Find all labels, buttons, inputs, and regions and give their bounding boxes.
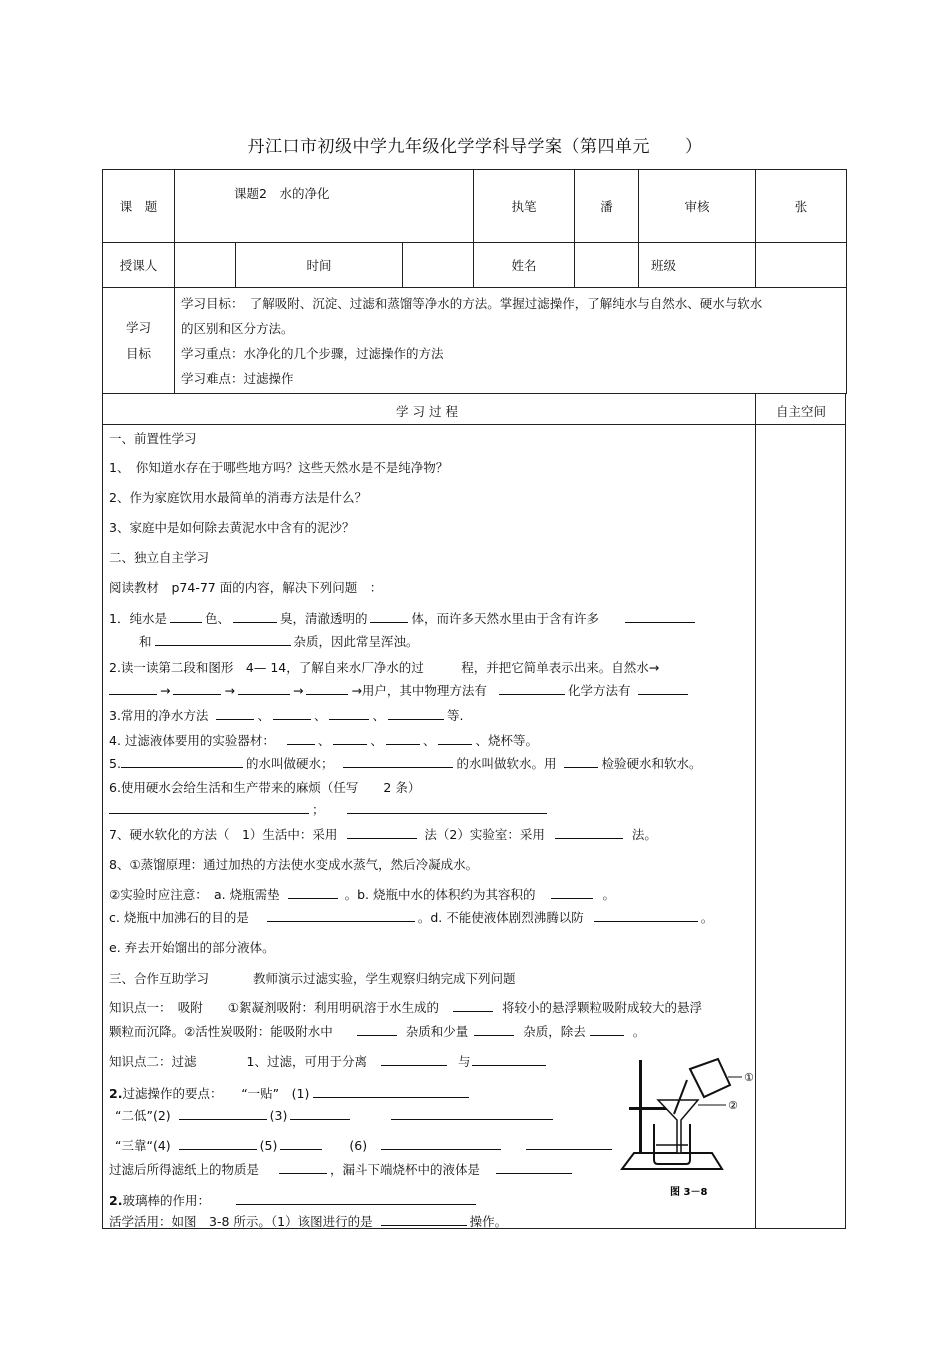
sep-4: 、 [317, 733, 331, 748]
process-heading: 学习过程 [395, 404, 462, 419]
blank[interactable] [381, 1138, 501, 1150]
goal-2: 学习重点：水净化的几个步骤，过滤操作的方法 [181, 346, 444, 361]
question-2: 2、作为家庭饮用水最简单的消毒方法是什么？ [109, 490, 367, 505]
header-table [102, 169, 847, 394]
knowledge-2-text-b: 与 [457, 1054, 471, 1069]
section-1-title: 一、前置性学习 [109, 431, 197, 446]
item-2-line-2 [109, 681, 691, 699]
class-label: 班级 [639, 243, 756, 288]
question-3: 3、家庭中是如何除去黄泥水中含有的泥沙？ [109, 520, 355, 535]
item-1-text-a: 1．纯水是 [109, 611, 167, 626]
blank[interactable] [388, 708, 444, 720]
name-value [575, 243, 639, 288]
section-3-title [109, 969, 516, 987]
item-2-text-c: 化学方法有 [567, 683, 631, 698]
item-8-note-cd [109, 908, 713, 926]
review-label: 审核 [639, 170, 756, 243]
filter-result-text-a: 过滤后所得滤纸上的物质是 [109, 1162, 260, 1177]
item-5-text-d: 检验硬水和软水。 [601, 756, 702, 771]
item-6-semicolon: ； [312, 802, 325, 817]
blank[interactable] [594, 910, 698, 922]
item-3-text-a: 3.常用的净水方法 [109, 708, 209, 723]
blank[interactable] [381, 1214, 467, 1226]
blank[interactable] [347, 827, 417, 839]
item-7-text-a: 7、硬水软化的方法（ 1）生活中：采用 [109, 827, 338, 842]
item-5-text-b: 的水叫做硬水； [245, 756, 334, 771]
blank[interactable] [238, 683, 290, 695]
blank[interactable] [280, 1138, 322, 1150]
figure-label-2: ② [728, 1099, 738, 1112]
filter-points-text: 过滤操作的要点： “一贴” (1) [122, 1086, 310, 1101]
item-8-text-a: ②实验时应注意： a. 烧瓶需垫 [109, 887, 280, 902]
blank[interactable] [333, 733, 367, 745]
item-4-text-b: 、烧杯等。 [475, 733, 538, 748]
item-1-line-2 [139, 632, 419, 650]
knowledge-1-text-c: 颗粒而沉降。②活性炭吸附：能吸附水中 [109, 1024, 333, 1039]
blank[interactable] [216, 708, 254, 720]
filter-points-line-3 [115, 1136, 615, 1154]
item-8-text-b-end: 。 [602, 887, 615, 902]
sep-6: 、 [422, 733, 436, 748]
item-1-text-b: 色、 [204, 611, 230, 626]
filter-point-6: (6) [349, 1138, 368, 1153]
item-4 [109, 731, 538, 749]
blank[interactable] [526, 1138, 612, 1150]
knowledge-2-text-a: 知识点二：过滤 1、过滤，可用于分离 [109, 1054, 367, 1069]
blank[interactable] [109, 802, 309, 814]
item-8-text-d: 。d. 不能使液体剧烈沸腾以防 [417, 910, 584, 925]
item-8-text-d-end: 。 [700, 910, 714, 925]
blank[interactable] [453, 1000, 493, 1012]
blank[interactable] [381, 1054, 447, 1066]
blank[interactable] [273, 708, 311, 720]
item-2-text-b: →用户，其中物理方法有 [351, 683, 487, 698]
filter-points-number: 2. [109, 1086, 123, 1101]
author-label: 执笔 [474, 170, 575, 243]
review-value: 张 [756, 170, 847, 243]
teacher-label: 授课人 [103, 243, 175, 288]
item-3-text-b: 等. [446, 708, 464, 723]
blank[interactable] [179, 1108, 267, 1120]
filter-result [109, 1160, 575, 1178]
blank[interactable] [474, 1024, 514, 1036]
filter-points-line-1 [109, 1084, 472, 1102]
item-8-text-c: c. 烧瓶中加沸石的目的是 [109, 910, 249, 925]
blank[interactable] [499, 683, 565, 695]
blank[interactable] [343, 756, 453, 768]
blank[interactable] [564, 756, 598, 768]
filter-point-3: (3) [269, 1108, 288, 1123]
section-3-label: 三、合作互助学习 [109, 971, 210, 986]
item-5-text-c: 的水叫做软水。用 [456, 756, 557, 771]
item-8-note-ab [109, 885, 615, 903]
self-space-heading: 自主空间 [775, 404, 826, 419]
item-4-text-a: 4. 过滤液体要用的实验器材： [109, 733, 275, 748]
blank[interactable] [290, 1108, 350, 1120]
figure-caption: 图 3－8 [670, 1187, 708, 1198]
blank[interactable] [370, 611, 408, 623]
blank[interactable] [496, 1162, 572, 1174]
blank[interactable] [170, 611, 202, 623]
stand-base [622, 1153, 722, 1169]
blank[interactable] [287, 733, 315, 745]
blank[interactable] [109, 683, 157, 695]
item-8-text-b: 。b. 烧瓶中水的体积约为其容积的 [344, 887, 536, 902]
knowledge-1-text-e: 杂质，除去 [523, 1024, 586, 1039]
question-1: 1、 你知道水存在于哪些地方吗？这些天然水是不是纯净物？ [109, 460, 449, 475]
blank[interactable] [329, 708, 369, 720]
blank[interactable] [121, 756, 243, 768]
item-6: 6.使用硬水会给生活和生产带来的麻烦（任写 2 条） [109, 780, 421, 795]
blank[interactable] [590, 1024, 624, 1036]
sep-5: 、 [370, 733, 383, 748]
item-1-text-c: 臭，清澈透明的 [279, 611, 368, 626]
arrow-3: → [292, 683, 304, 698]
item-7-text-c: 法。 [631, 827, 657, 842]
pouring-beaker [690, 1059, 730, 1097]
item-8-note-e: e. 弃去开始馏出的部分液体。 [109, 940, 275, 955]
blank[interactable] [155, 634, 291, 646]
filter-two-low: “二低”(2) [115, 1108, 171, 1123]
blank[interactable] [306, 683, 348, 695]
application-text-a: 活学活用：如图 3-8 所示。（1）该图进行的是 [109, 1214, 373, 1229]
filtration-apparatus-figure [618, 1057, 858, 1217]
item-5 [109, 754, 701, 772]
blank[interactable] [438, 733, 472, 745]
glass-rod-text: 玻璃棒的作用： [122, 1193, 210, 1208]
blank[interactable] [288, 887, 338, 899]
goal-label-line2: 目标 [125, 345, 151, 361]
author-value: 潘 [575, 170, 639, 243]
sep-2: 、 [313, 708, 327, 723]
blank[interactable] [638, 683, 688, 695]
knowledge-2 [109, 1052, 549, 1070]
blank[interactable] [233, 611, 277, 623]
goal-1b: 的区别和区分方法。 [181, 321, 294, 336]
arrow-1: → [160, 683, 171, 698]
glass-rod-number: 2. [109, 1193, 123, 1208]
blank[interactable] [347, 802, 547, 814]
knowledge-1-text-d: 杂质和少量 [405, 1024, 469, 1039]
blank[interactable] [267, 910, 415, 922]
item-5-text-a: 5. [109, 756, 121, 771]
time-label: 时间 [236, 243, 403, 288]
knowledge-1-text-b: 将较小的悬浮颗粒吸附成较大的悬浮 [501, 1000, 702, 1015]
blank[interactable] [313, 1086, 469, 1098]
item-2-line-1: 2.读一读第二段和图形 4— 14，了解自来水厂净水的过 程，并把它简单表示出来。自然水→ [109, 660, 660, 675]
blank[interactable] [179, 1138, 257, 1150]
filter-three-lean: “三靠“(4) [115, 1138, 171, 1153]
item-7 [109, 825, 657, 843]
filter-points-line-2 [115, 1106, 556, 1124]
time-value [403, 243, 474, 288]
section-2-title: 二、独立自主学习 [109, 550, 210, 565]
knowledge-1-line-2 [109, 1022, 645, 1040]
blank[interactable] [386, 733, 420, 745]
blank[interactable] [472, 1054, 546, 1066]
item-6-blanks [109, 800, 550, 818]
knowledge-1-text-f: 。 [632, 1024, 646, 1039]
sep-3: 、 [372, 708, 385, 723]
blank[interactable] [551, 887, 593, 899]
teacher-value [175, 243, 236, 288]
goal-1a: 学习目标： 了解吸附、沉淀、过滤和蒸馏等净水的方法。掌握过滤操作，了解纯水与自然水、硬水与软水 [181, 296, 763, 311]
blank[interactable] [236, 1193, 476, 1205]
filter-point-5: (5) [259, 1138, 278, 1153]
item-8-principle: 8、①蒸馏原理：通过加热的方法使水变成水蒸气，然后冷凝成水。 [109, 857, 479, 872]
sep-1: 、 [257, 708, 270, 723]
goal-content [175, 288, 847, 394]
goal-label [103, 288, 175, 394]
item-1-text-d: 体，而许多天然水里由于含有许多 [411, 611, 599, 626]
arrow-2: → [224, 683, 235, 698]
knowledge-1-text-a: 知识点一： 吸附 ①絮凝剂吸附：利用明矾溶于水生成的 [109, 1000, 439, 1015]
goal-3: 学习难点：过滤操作 [181, 371, 294, 386]
figure-label-1: ① [744, 1071, 754, 1084]
item-1-line-1 [109, 609, 698, 627]
item-7-text-b: 法（2）实验室：采用 [424, 827, 545, 842]
knowledge-1-line-1 [109, 998, 702, 1016]
page-title: 丹江口市初级中学九年级化学学科导学案（第四单元 ） [247, 137, 703, 157]
item-1-text-e: 和 [139, 634, 152, 649]
blank[interactable] [357, 1024, 397, 1036]
blank[interactable] [555, 827, 623, 839]
section-3-desc: 教师演示过滤实验，学生观察归纳完成下列问题 [253, 971, 516, 986]
blank[interactable] [173, 683, 221, 695]
item-3 [109, 706, 463, 724]
glass-rod-line [109, 1191, 479, 1209]
filter-result-text-b: ，漏斗下端烧杯中的液体是 [330, 1162, 481, 1177]
name-label: 姓名 [474, 243, 575, 288]
goal-label-line1: 学习 [125, 319, 151, 335]
topic-label: 课 题 [103, 170, 175, 243]
process-section [102, 393, 846, 1229]
blank[interactable] [279, 1162, 327, 1174]
reading-instruction: 阅读教材 p74-77 面的内容，解决下列问题 ： [109, 580, 383, 595]
blank[interactable] [391, 1108, 553, 1120]
application-text-b: 操作。 [469, 1214, 508, 1229]
topic-value: 课题2 水的净化 [175, 170, 474, 243]
class-value [756, 243, 847, 288]
blank[interactable] [625, 611, 695, 623]
application-line [109, 1212, 507, 1230]
item-1-text-f: 杂质，因此常呈浑浊。 [293, 634, 419, 649]
